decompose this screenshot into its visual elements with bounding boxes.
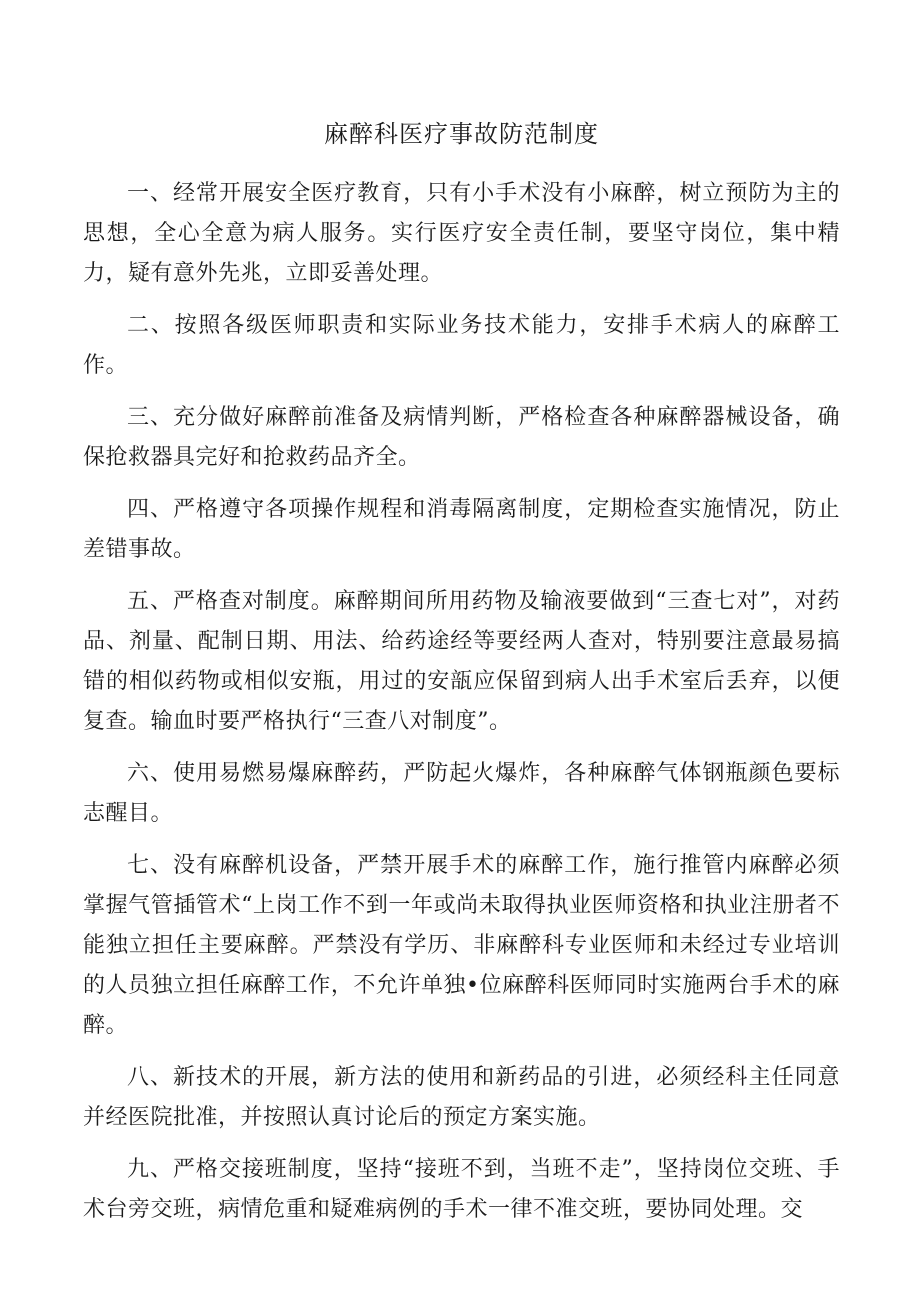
- paragraph-5: 五、严格查对制度。麻醉期间所用药物及输液要做到“三查七对”，对药品、剂量、配制日期、用法、给药途经等要经两人查对，特别要注意最易搞错的相似药物或相似安瓶，用过的安瓿应保留到病人出手术室后丢弃，以便复查。输血时要严格执行“三查八对制度”。: [83, 589, 840, 734]
- paragraph-2: 二、按照各级医师职责和实际业务技术能力，安排手术病人的麻醉工作。: [83, 313, 840, 378]
- paragraph-3: 三、充分做好麻醉前准备及病情判断，严格检查各种麻醉器械设备，确保抢救器具完好和抢救药品齐全。: [83, 405, 840, 470]
- paragraph-9: 九、严格交接班制度，坚持“接班不到，当班不走”，坚持岗位交班、手术台旁交班，病情危重和疑难病例的手术一律不准交班，要协同处理。交: [83, 1157, 840, 1222]
- paragraph-7: 七、没有麻醉机设备，严禁开展手术的麻醉工作，施行推管内麻醉必须掌握气管插管术“上岗工作不到一年或尚未取得执业医师资格和执业注册者不能独立担任主要麻醉。严禁没有学历、非麻醉科专业医师和未经过专业培训的人员独立担任麻醉工作，不允许单独•位麻醉科医师同时实施两台手术的麻醉。: [83, 853, 840, 1038]
- document-title: 麻醉科医疗事故防范制度: [324, 120, 599, 148]
- paragraph-1: 一、经常开展安全医疗教育，只有小手术没有小麻醉，树立预防为主的思想，全心全意为病人服务。实行医疗安全责任制，要坚守岗位，集中精力，疑有意外先兆，立即妥善处理。: [83, 181, 840, 286]
- paragraph-4: 四、严格遵守各项操作规程和消毒隔离制度，定期检查实施情况，防止差错事故。: [83, 497, 840, 562]
- paragraph-6: 六、使用易燃易爆麻醉药，严防起火爆炸，各种麻醉气体钢瓶颜色要标志醒目。: [83, 761, 840, 826]
- paragraph-8: 八、新技术的开展，新方法的使用和新药品的引进，必须经科主任同意并经医院批准，并按照认真讨论后的预定方案实施。: [83, 1065, 840, 1130]
